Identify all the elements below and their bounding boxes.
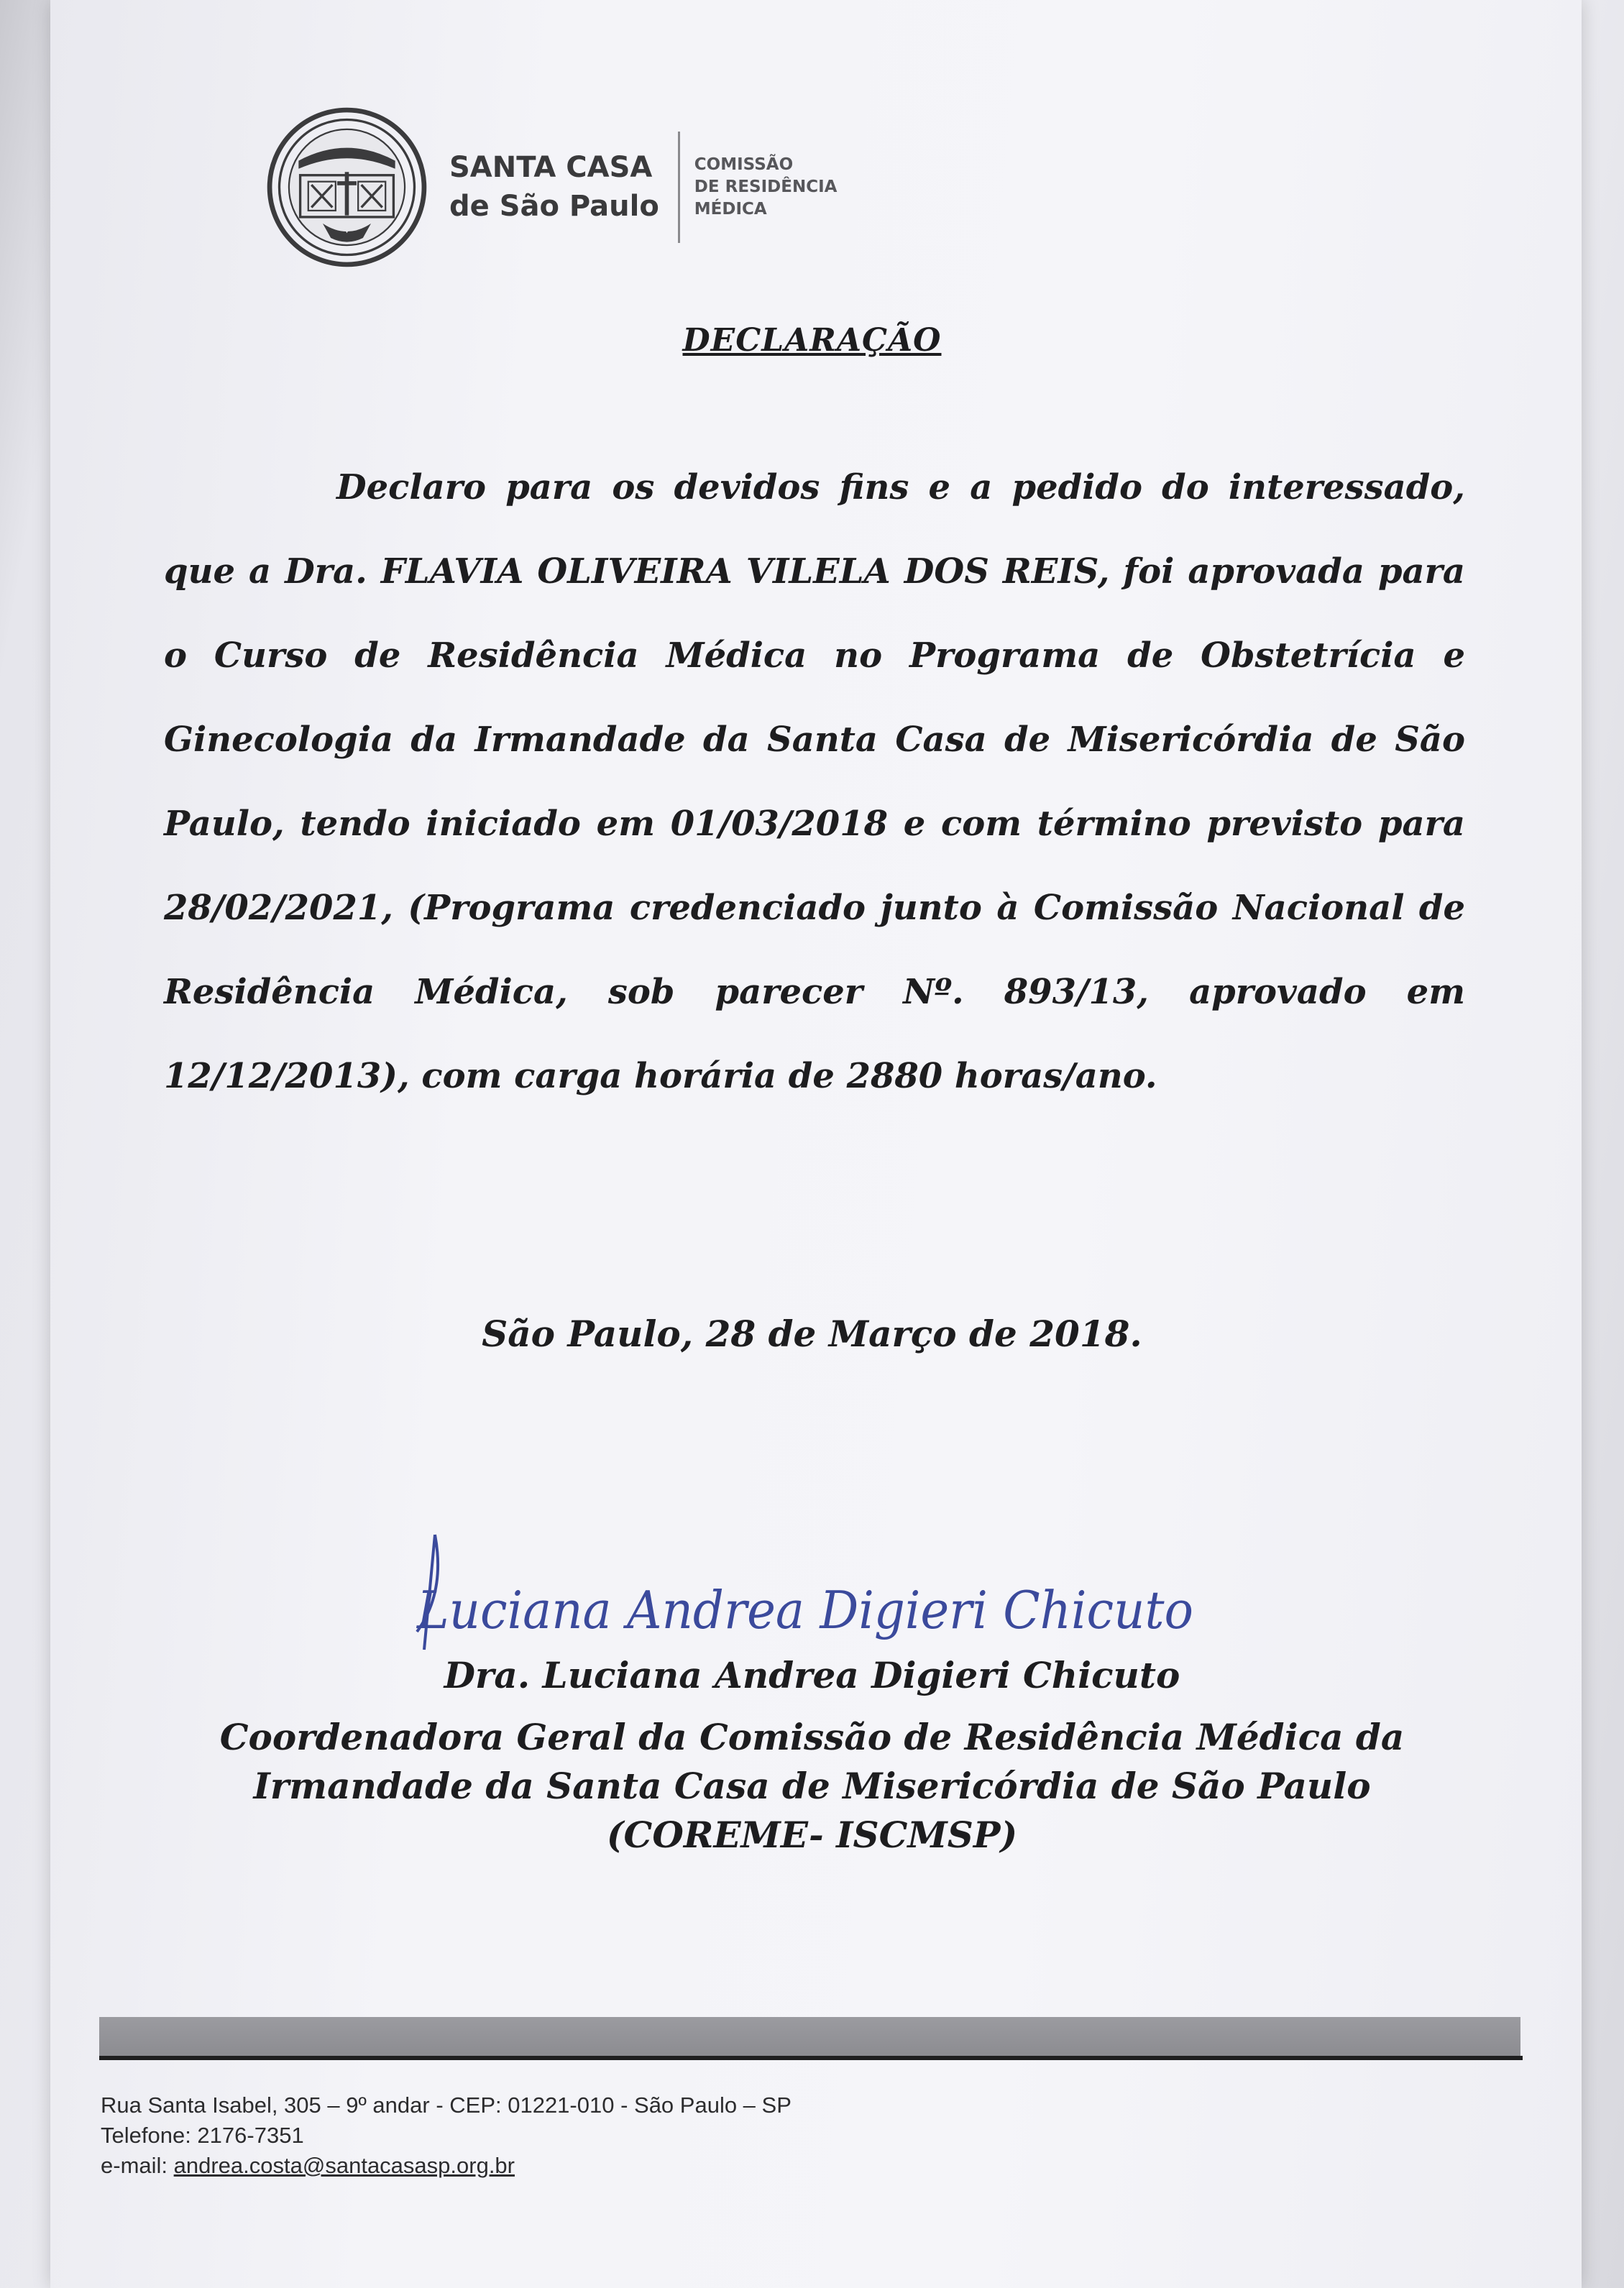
- document-date: São Paulo, 28 de Março de 2018.: [482, 1313, 1142, 1355]
- footer-rule: [99, 2056, 1523, 2060]
- signer-name: Dra. Luciana Andrea Digieri Chicuto: [444, 1654, 1180, 1696]
- footer-email-row: [101, 2151, 792, 2181]
- signer-role-line3: (COREME- ISCMSP): [606, 1814, 1018, 1856]
- committee-line2: DE RESIDÊNCIA: [694, 177, 838, 196]
- handwritten-signature: [395, 1506, 1229, 1664]
- footer-email-link[interactable]: andrea.costa@santacasasp.org.br: [173, 2153, 515, 2178]
- footer-address: Rua Santa Isabel, 305 – 9º andar - CEP: 01221-010 - São Paulo – SP: [101, 2092, 792, 2118]
- header-divider: [678, 132, 680, 243]
- footer-bar: [99, 2017, 1520, 2056]
- committee-line3: MÉDICA: [694, 199, 767, 219]
- signer-role-line2: Irmandade da Santa Casa de Misericórdia de São Paulo: [253, 1765, 1371, 1807]
- letterhead: [266, 101, 837, 273]
- signature-text: Luciana Andrea Digieri Chicuto: [416, 1580, 1193, 1640]
- footer-phone: Telefone: 2176-7351: [101, 2123, 304, 2148]
- org-name-line2: de São Paulo: [449, 190, 659, 223]
- committee-line1: COMISSÃO: [694, 155, 794, 174]
- signer-role-line1: Coordenadora Geral da Comissão de Residência Médica da: [219, 1716, 1405, 1758]
- declaration-body: [164, 446, 1465, 1118]
- organization-name: [449, 148, 659, 226]
- footer-contact: [101, 2090, 792, 2181]
- declaration-paragraph: Declaro para os devidos fins e a pedido do interessado, que a Dra. FLAVIA OLIVEIRA VILELA DOS REIS, foi aprovada para o Curso de Residência Médica no Programa de Obstetrícia e Ginecologia da Irmandade da Santa Casa de Misericórdia de São Paulo, tendo iniciado em 01/03/2018 e com término previsto para 28/02/2021, (Programa credenciado junto à Comissão Nacional de Residência Médica, sob parecer Nº. 893/13, aprovado em 12/12/2013), com carga horária de 2880 horas/ano.: [164, 467, 1465, 1096]
- org-name-line1: SANTA CASA: [449, 151, 653, 184]
- signer-block: [0, 1651, 1624, 1860]
- footer-email-label: e-mail:: [101, 2153, 174, 2178]
- committee-name: [694, 154, 838, 221]
- santa-casa-seal-icon: [266, 103, 428, 272]
- document-title: DECLARAÇÃO: [682, 322, 942, 359]
